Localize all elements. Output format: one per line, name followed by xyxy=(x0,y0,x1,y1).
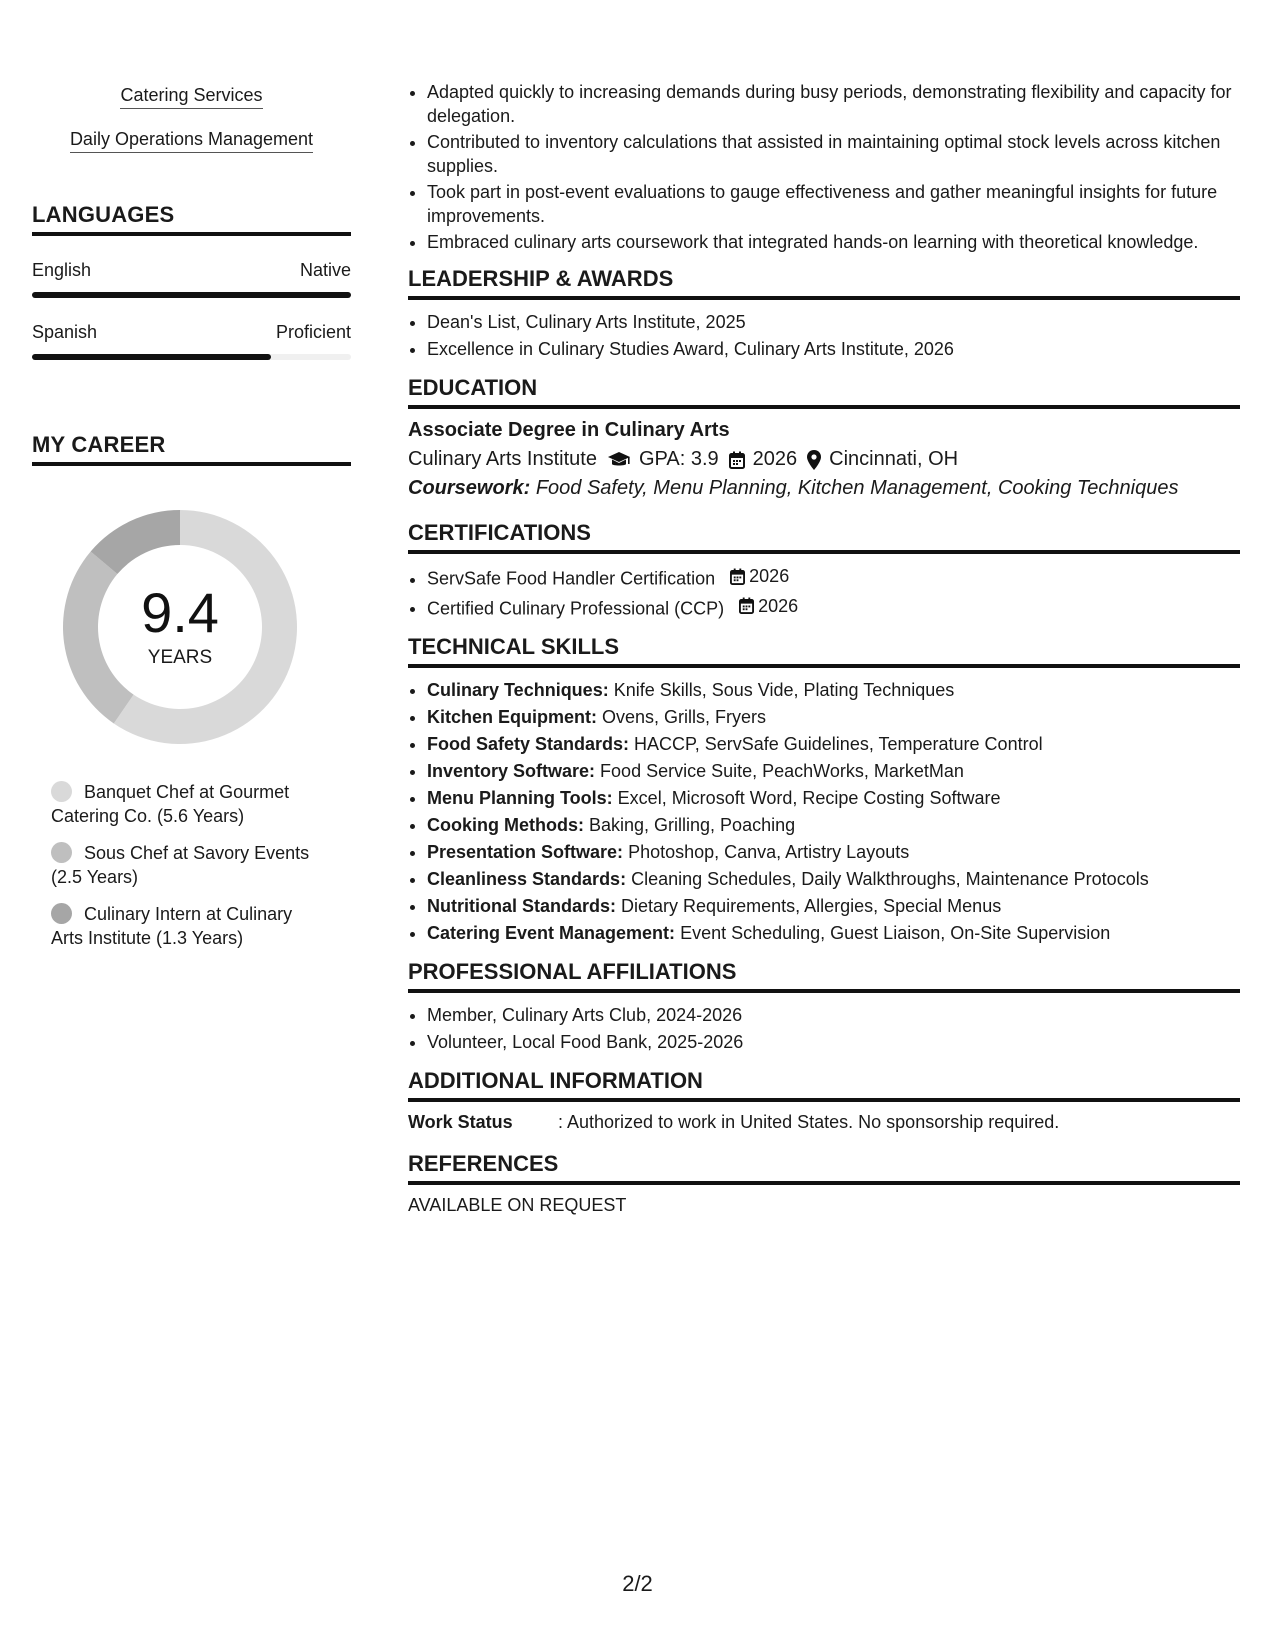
skill-values: Food Service Suite, PeachWorks, MarketMan xyxy=(600,761,964,781)
technical-skill-item xyxy=(427,840,1240,864)
experience-bullet: • Contributed to inventory calculations that assisted in maintaining optimal stock levels across kitchen supplies. xyxy=(427,130,1240,178)
skill-category: Cooking Methods: xyxy=(427,815,584,835)
education-gpa: GPA: 3.9 xyxy=(638,448,719,470)
skill-category: Nutritional Standards: xyxy=(427,896,617,916)
graduation-cap-icon xyxy=(607,451,631,469)
language-name: English xyxy=(32,260,92,280)
work-status-row xyxy=(408,1112,1240,1133)
certification-name: ServSafe Food Handler Certification xyxy=(427,568,716,589)
certification-name: Certified Culinary Professional (CCP) xyxy=(427,598,725,618)
affiliations-heading: PROFESSIONAL AFFILIATIONS xyxy=(408,959,1240,993)
skills-list xyxy=(32,84,351,172)
career-role-label: Sous Chef at Savory Events (2.5 Years) xyxy=(51,843,310,887)
skill-category: Catering Event Management: xyxy=(427,923,676,943)
affiliation-item: • Volunteer, Local Food Bank, 2025-2026 xyxy=(427,1030,1240,1054)
language-proficiency-fill xyxy=(32,354,271,360)
career-total-unit: YEARS xyxy=(147,647,213,668)
skill-values: Cleaning Schedules, Daily Walkthroughs, Maintenance Protocols xyxy=(631,869,1149,889)
career-donut-chart xyxy=(63,510,297,744)
experience-bullets xyxy=(408,80,1240,254)
technical-skill-item xyxy=(427,705,1240,729)
languages-heading: LANGUAGES xyxy=(32,202,351,236)
technical-skill-item xyxy=(427,732,1240,756)
language-proficiency-fill xyxy=(32,292,351,298)
career-legend xyxy=(51,780,321,950)
career-legend-item xyxy=(51,841,321,889)
skill-values: HACCP, ServSafe Guidelines, Temperature Control xyxy=(634,734,1043,754)
education-heading: EDUCATION xyxy=(408,375,1240,409)
legend-dot-icon xyxy=(51,842,72,863)
experience-bullet: • Adapted quickly to increasing demands during busy periods, demonstrating flexibility and capacity for delegation. xyxy=(427,80,1240,128)
experience-bullet: • Took part in post-event evaluations to gauge effectiveness and gather meaningful insights for future improvements. xyxy=(427,180,1240,228)
calendar-icon xyxy=(729,451,745,469)
technical-skill-item xyxy=(427,894,1240,918)
location-pin-icon xyxy=(807,450,821,470)
skill-category: Kitchen Equipment: xyxy=(427,707,597,727)
certification-year: 2026 xyxy=(758,595,799,616)
skill-values: Baking, Grilling, Poaching xyxy=(589,815,796,835)
skill-values: Excel, Microsoft Word, Recipe Costing Software xyxy=(617,788,1001,808)
certifications-list xyxy=(408,564,1240,620)
coursework-list: Food Safety, Menu Planning, Kitchen Management, Cooking Techniques xyxy=(535,477,1179,499)
technical-skill-item xyxy=(427,759,1240,783)
certification-year: 2026 xyxy=(749,566,790,586)
education-coursework xyxy=(408,477,1240,500)
skill-values: Ovens, Grills, Fryers xyxy=(602,707,767,727)
skill-chip: Daily Operations Management xyxy=(70,128,313,153)
language-name: Spanish xyxy=(32,322,98,342)
page-number: 2/2 xyxy=(622,1571,653,1596)
leadership-heading: LEADERSHIP & AWARDS xyxy=(408,266,1240,300)
experience-bullet: • Embraced culinary arts coursework that integrated hands-on learning with theoretical knowledge. xyxy=(427,230,1240,254)
skill-values: Event Scheduling, Guest Liaison, On-Site Supervision xyxy=(680,923,1111,943)
skill-values: Photoshop, Canva, Artistry Layouts xyxy=(628,842,910,862)
technical-skills-list xyxy=(408,678,1240,945)
language-proficiency-bar xyxy=(32,292,351,298)
career-legend-item xyxy=(51,902,321,950)
career-role-label: Culinary Intern at Culinary Arts Institute (1.3 Years) xyxy=(51,904,293,948)
language-level: Proficient xyxy=(275,322,351,342)
coursework-label: Coursework: xyxy=(408,477,531,499)
affiliations-list xyxy=(408,1003,1240,1054)
work-status-value: : Authorized to work in United States. No sponsorship required. xyxy=(558,1112,1060,1132)
references-heading: REFERENCES xyxy=(408,1151,1240,1185)
calendar-icon xyxy=(730,568,745,585)
leadership-item: • Excellence in Culinary Studies Award, Culinary Arts Institute, 2026 xyxy=(427,337,1240,361)
language-level: Native xyxy=(299,260,351,280)
career-heading: MY CAREER xyxy=(32,432,351,466)
language-item xyxy=(32,260,351,298)
leadership-list xyxy=(408,310,1240,361)
skill-values: Knife Skills, Sous Vide, Plating Techniques xyxy=(613,680,955,700)
leadership-item: • Dean's List, Culinary Arts Institute, 2025 xyxy=(427,310,1240,334)
technical-skill-item xyxy=(427,786,1240,810)
skill-chip: Catering Services xyxy=(120,84,262,109)
certifications-heading: CERTIFICATIONS xyxy=(408,520,1240,554)
career-role-label: Banquet Chef at Gourmet Catering Co. (5.6 Years) xyxy=(51,782,290,826)
technical-skill-item xyxy=(427,678,1240,702)
language-item xyxy=(32,322,351,360)
language-proficiency-bar xyxy=(32,354,351,360)
education-location: Cincinnati, OH xyxy=(829,448,959,470)
skill-values: Dietary Requirements, Allergies, Special Menus xyxy=(621,896,1002,916)
education-meta xyxy=(408,448,1240,471)
education-year: 2026 xyxy=(752,448,798,470)
sidebar xyxy=(32,84,351,963)
education-degree: Associate Degree in Culinary Arts xyxy=(408,419,730,441)
skill-category: Inventory Software: xyxy=(427,761,596,781)
skill-category: Food Safety Standards: xyxy=(427,734,630,754)
main-content xyxy=(408,80,1240,1216)
technical-skills-heading: TECHNICAL SKILLS xyxy=(408,634,1240,668)
calendar-icon xyxy=(739,597,754,614)
legend-dot-icon xyxy=(51,781,72,802)
certification-item xyxy=(427,564,1240,591)
career-total-value: 9.4 xyxy=(141,581,219,644)
skill-category: Culinary Techniques: xyxy=(427,680,609,700)
skill-category: Presentation Software: xyxy=(427,842,624,862)
legend-dot-icon xyxy=(51,903,72,924)
technical-skill-item xyxy=(427,921,1240,945)
skill-category: Cleanliness Standards: xyxy=(427,869,627,889)
certification-item xyxy=(427,594,1240,621)
technical-skill-item xyxy=(427,813,1240,837)
technical-skill-item xyxy=(427,867,1240,891)
additional-info-heading: ADDITIONAL INFORMATION xyxy=(408,1068,1240,1102)
work-status-label: Work Status xyxy=(408,1112,513,1132)
references-text: AVAILABLE ON REQUEST xyxy=(408,1195,627,1215)
affiliation-item: • Member, Culinary Arts Club, 2024-2026 xyxy=(427,1003,1240,1027)
education-school: Culinary Arts Institute xyxy=(408,448,597,470)
skill-category: Menu Planning Tools: xyxy=(427,788,613,808)
career-legend-item xyxy=(51,780,321,828)
